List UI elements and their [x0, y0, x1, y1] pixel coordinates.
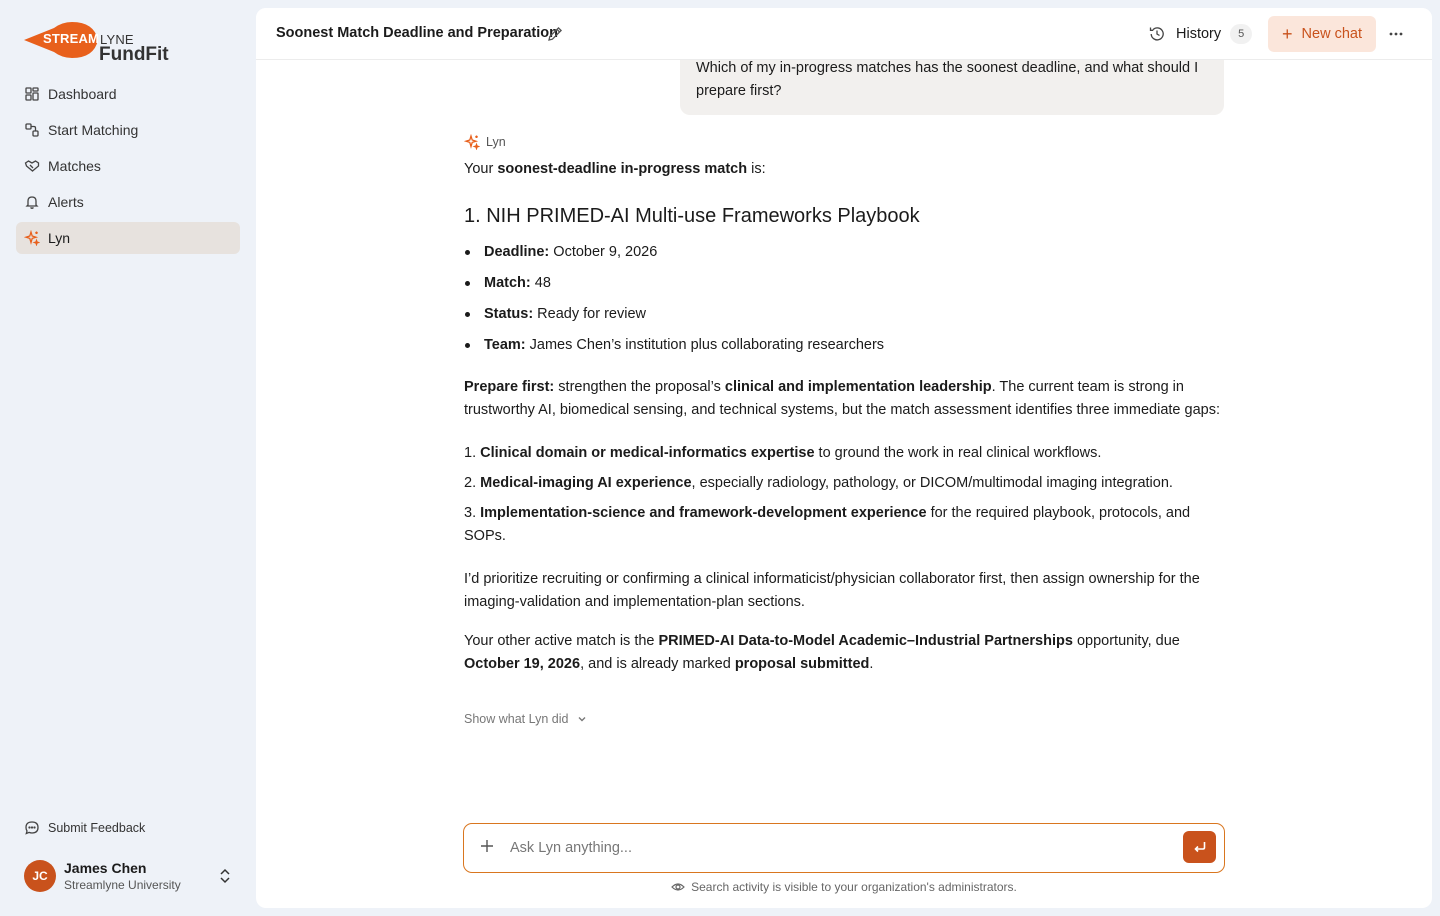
sidebar-item-label: Lyn [48, 230, 71, 246]
history-label: History [1176, 26, 1222, 42]
admin-visibility-notice [256, 880, 1432, 894]
show-what-lyn-did-label: Show what Lyn did [464, 712, 569, 726]
sidebar-item-label: Start Matching [48, 122, 139, 138]
list-item: 2. Medical-imaging AI experience, especially radiology, pathology, or DICOM/multimodal imaging integration. [464, 475, 1173, 491]
pencil-icon[interactable] [546, 25, 564, 43]
workflow-icon [24, 122, 40, 138]
new-chat-label: New chat [1301, 26, 1362, 42]
history-button[interactable] [1148, 22, 1252, 46]
chat-panel [256, 8, 1432, 908]
chevron-down-icon [576, 713, 588, 725]
sidebar-item-alerts[interactable] [16, 186, 240, 218]
list-item: Match: 48 [464, 272, 1224, 295]
admin-visibility-text: Search activity is visible to your organization's administrators. [691, 880, 1017, 894]
enter-icon [1192, 839, 1208, 855]
history-icon [1148, 25, 1166, 43]
intro-paragraph: Your soonest-deadline in-progress match is: [464, 161, 766, 177]
bell-icon [24, 194, 40, 210]
sparkle-icon [464, 134, 480, 150]
show-what-lyn-did-toggle[interactable] [464, 712, 1224, 726]
sidebar-item-matches[interactable] [16, 150, 240, 182]
chat-header [256, 8, 1432, 60]
chat-composer [463, 823, 1225, 873]
logo-product-text: FundFit [99, 44, 169, 65]
chat-input[interactable] [510, 836, 1170, 860]
sidebar-item-start-matching[interactable] [16, 114, 240, 146]
user-menu[interactable] [24, 858, 240, 894]
match-details-list [464, 241, 1224, 357]
list-item: Status: Ready for review [464, 303, 1224, 326]
submit-feedback-label: Submit Feedback [48, 821, 146, 835]
sidebar-item-label: Matches [48, 158, 101, 174]
assistant-message [464, 132, 1224, 726]
chat-bubble-icon [24, 820, 40, 836]
assistant-label [464, 132, 1224, 152]
sidebar-nav [16, 78, 240, 258]
chevron-up-down-icon[interactable] [218, 867, 232, 885]
sidebar [0, 0, 256, 916]
handshake-icon [24, 158, 40, 174]
sidebar-item-dashboard[interactable] [16, 78, 240, 110]
list-item: Team: James Chen’s institution plus collaborating researchers [464, 334, 1224, 357]
match-heading: 1. NIH PRIMED-AI Multi-use Frameworks Playbook [464, 205, 920, 227]
prepare-paragraph: Prepare first: strengthen the proposal’s clinical and implementation leadership. The current team is strong in trustworthy AI, biomedical sensing, and technical systems, but the match assessment identifies three immediate gaps: [464, 379, 1220, 418]
logo-lyne-text: LYNE [100, 32, 134, 47]
avatar: JC [24, 860, 56, 892]
gaps-list [464, 442, 1224, 548]
list-item: Deadline: October 9, 2026 [464, 241, 1224, 264]
list-item: 1. Clinical domain or medical-informatics expertise to ground the work in real clinical workflows. [464, 445, 1102, 461]
history-count-badge: 5 [1230, 24, 1252, 44]
user-name: James Chen [64, 860, 147, 876]
add-attachment-icon[interactable] [478, 837, 496, 855]
submit-feedback-link[interactable] [24, 820, 145, 836]
new-chat-button[interactable] [1268, 16, 1376, 52]
user-message-bubble: Which of my in-progress matches has the soonest deadline, and what should I prepare first? [680, 48, 1224, 115]
sidebar-item-label: Alerts [48, 194, 84, 210]
logo-stream-text: STREAM [43, 31, 100, 46]
sidebar-item-label: Dashboard [48, 86, 117, 102]
brand-logo[interactable] [24, 18, 184, 68]
send-button[interactable] [1183, 831, 1216, 863]
eye-icon [671, 880, 685, 894]
chat-title: Soonest Match Deadline and Preparation [276, 25, 558, 41]
more-options-icon[interactable] [1386, 24, 1406, 44]
list-item: 3. Implementation-science and framework-development experience for the required playbook, protocols, and SOPs. [464, 505, 1191, 544]
user-organization: Streamlyne University [64, 878, 181, 892]
sparkle-icon [24, 230, 40, 246]
sidebar-item-lyn[interactable] [16, 222, 240, 254]
assistant-name: Lyn [486, 135, 506, 149]
other-match-paragraph: Your other active match is the PRIMED-AI Data-to-Model Academic–Industrial Partnerships opportunity, due October 19, 2026, and is already marked proposal submitted. [464, 633, 1180, 672]
dashboard-icon [24, 86, 40, 102]
plus-icon: + [1282, 24, 1293, 44]
prioritize-paragraph: I’d prioritize recruiting or confirming a clinical informaticist/physician collaborator first, then assign ownership for the imaging-validation and implementation-plan sections. [464, 571, 1200, 610]
